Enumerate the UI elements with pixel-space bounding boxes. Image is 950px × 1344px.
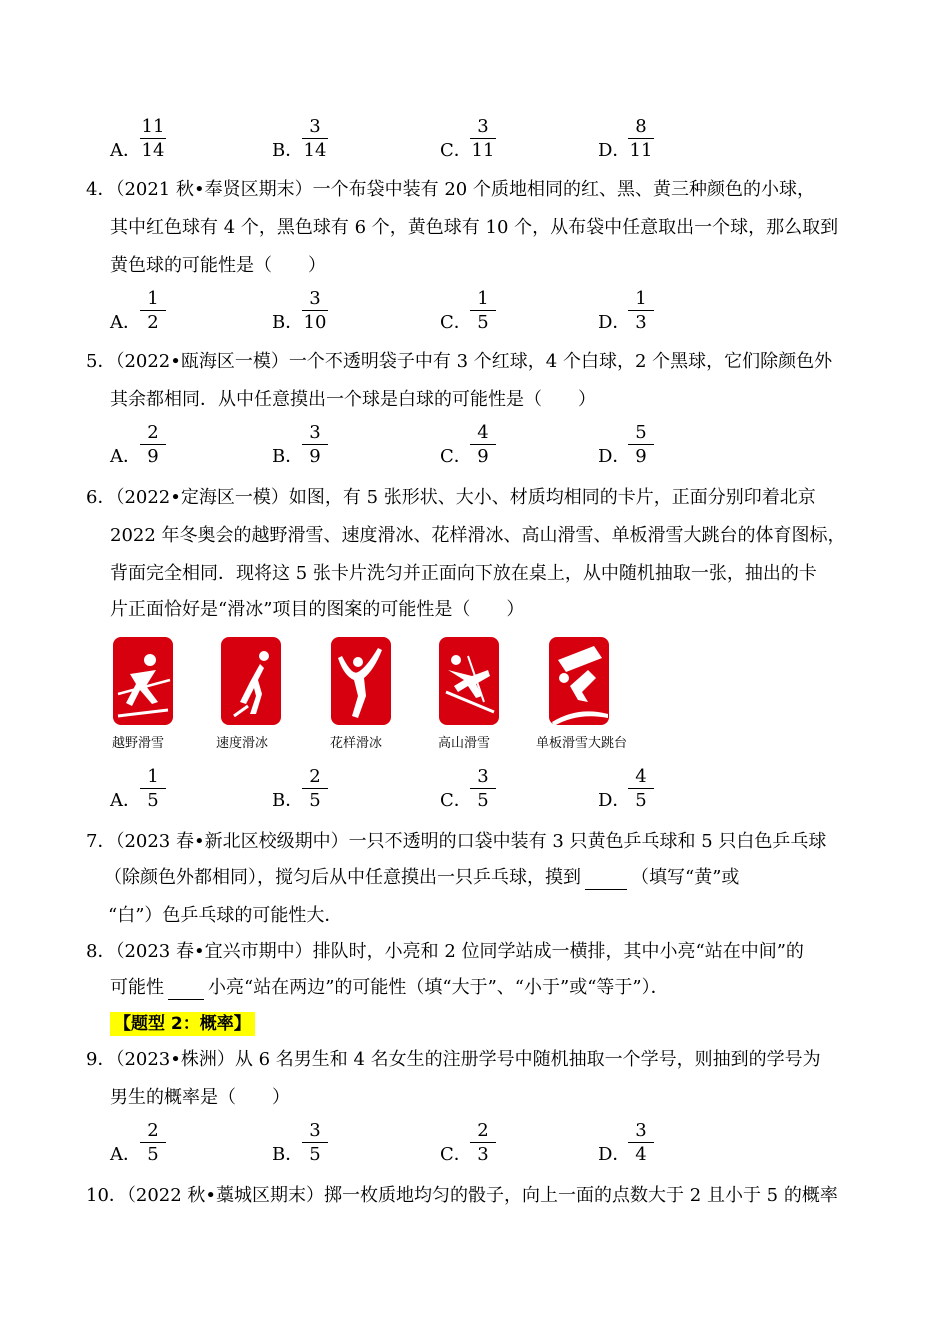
q7-line1: 7．（2023 春•新北区校级期中）一只不透明的口袋中装有 3 只黄色乒乓球和 5 只白色乒乓球 (86, 831, 827, 852)
fraction: 1 2 (136, 288, 170, 333)
q3-options: A． 11 14 B． 3 14 C． 3 11 D． 8 11 (110, 116, 850, 164)
alpine-skiing-icon (438, 636, 500, 728)
q6-options: A． 1 5 B． 2 5 C． 3 5 D． 4 5 (110, 766, 850, 814)
card-snowboard-big-air (548, 636, 610, 728)
fraction: 5 9 (624, 422, 658, 467)
q10-line1: 10．（2022 秋•藁城区期末）掷一枚质地均匀的骰子，向上一面的点数大于 2 且小于 5 的概率 (86, 1185, 838, 1206)
q4-line1: 4．（2021 秋•奉贤区期末）一个布袋中装有 20 个质地相同的红、黑、黄三种颜色的小球， (86, 179, 815, 200)
card-label: 速度滑冰 (216, 736, 269, 751)
fraction: 3 4 (624, 1120, 658, 1165)
q5-line2: 其余都相同．从中任意摸出一个球是白球的可能性是（ ） (110, 389, 596, 410)
q9-line1: 9．（2023•株洲）从 6 名男生和 4 名女生的注册学号中随机抽取一个学号，则抽到的学号为 (86, 1049, 821, 1070)
card-alpine-skiing (438, 636, 500, 728)
card-speed-skating (220, 636, 282, 728)
q5-line1: 5．（2022•瓯海区一模）一个不透明袋子中有 3 个红球，4 个白球，2 个黑球，它们除颜色外 (86, 351, 833, 372)
fraction: 3 5 (466, 766, 500, 811)
q7-line3: “白”）色乒乓球的可能性大． (108, 905, 343, 926)
answer-blank[interactable] (168, 981, 204, 1000)
q5-options: A． 2 9 B． 3 9 C． 4 9 D． 5 9 (110, 422, 850, 470)
fraction: 3 9 (298, 422, 332, 467)
q8-line1: 8．（2023 春•宜兴市期中）排队时，小亮和 2 位同学站成一横排，其中小亮“站在中间”的 (86, 941, 804, 962)
fraction: 1 5 (136, 766, 170, 811)
q9-line2: 男生的概率是（ ） (110, 1087, 290, 1108)
q8-line2: 可能性 小亮“站在两边”的可能性（填“大于”、“小于”或“等于”）． (110, 977, 669, 998)
fraction: 4 5 (624, 766, 658, 811)
card-figure-skating (330, 636, 392, 728)
q4-options: A． 1 2 B． 3 10 C． 1 5 D． 1 3 (110, 288, 850, 336)
fraction: 3 5 (298, 1120, 332, 1165)
fraction: 2 9 (136, 422, 170, 467)
q6-line3: 背面完全相同．现将这 5 张卡片洗匀并正面向下放在桌上，从中随机抽取一张，抽出的卡 (110, 563, 817, 584)
q9-options: A． 2 5 B． 3 5 C． 2 3 D． 3 4 (110, 1120, 850, 1168)
fraction: 3 11 (471, 116, 495, 161)
fraction: 4 9 (466, 422, 500, 467)
fraction: 2 5 (136, 1120, 170, 1165)
snowboard-big-air-icon (548, 636, 610, 728)
fraction: 11 14 (141, 116, 165, 161)
fraction: 1 3 (624, 288, 658, 333)
card-label: 花样滑冰 (330, 736, 383, 751)
q6-line4: 片正面恰好是“滑冰”项目的图案的可能性是（ ） (110, 599, 525, 620)
q7-line2: （除颜色外都相同），搅匀后从中任意摸出一只乒乓球，摸到 （填写“黄”或 (104, 867, 740, 888)
section-heading: 【题型 2：概率】 (110, 1012, 255, 1036)
card-label: 高山滑雪 (438, 736, 491, 751)
q4-line2: 其中红色球有 4 个，黑色球有 6 个，黄色球有 10 个，从布袋中任意取出一个球，那么取到 (110, 217, 839, 238)
fraction: 2 3 (466, 1120, 500, 1165)
card-cross-country-skiing (112, 636, 174, 728)
answer-blank[interactable] (585, 871, 627, 890)
figure-skating-icon (330, 636, 392, 728)
fraction: 2 5 (298, 766, 332, 811)
fraction: 3 14 (303, 116, 327, 161)
speed-skating-icon (220, 636, 282, 728)
q6-line1: 6．（2022•定海区一模）如图，有 5 张形状、大小、材质均相同的卡片，正面分别印着北京 (86, 487, 816, 508)
cross-country-skiing-icon (112, 636, 174, 728)
card-label: 单板滑雪大跳台 (536, 736, 628, 751)
fraction: 3 10 (303, 288, 327, 333)
q6-line2: 2022 年冬奥会的越野滑雪、速度滑冰、花样滑冰、高山滑雪、单板滑雪大跳台的体育图标， (110, 525, 846, 546)
q4-line3: 黄色球的可能性是（ ） (110, 255, 326, 276)
fraction: 8 11 (629, 116, 653, 161)
fraction: 1 5 (466, 288, 500, 333)
olympic-cards (108, 636, 668, 756)
card-label: 越野滑雪 (112, 736, 165, 751)
